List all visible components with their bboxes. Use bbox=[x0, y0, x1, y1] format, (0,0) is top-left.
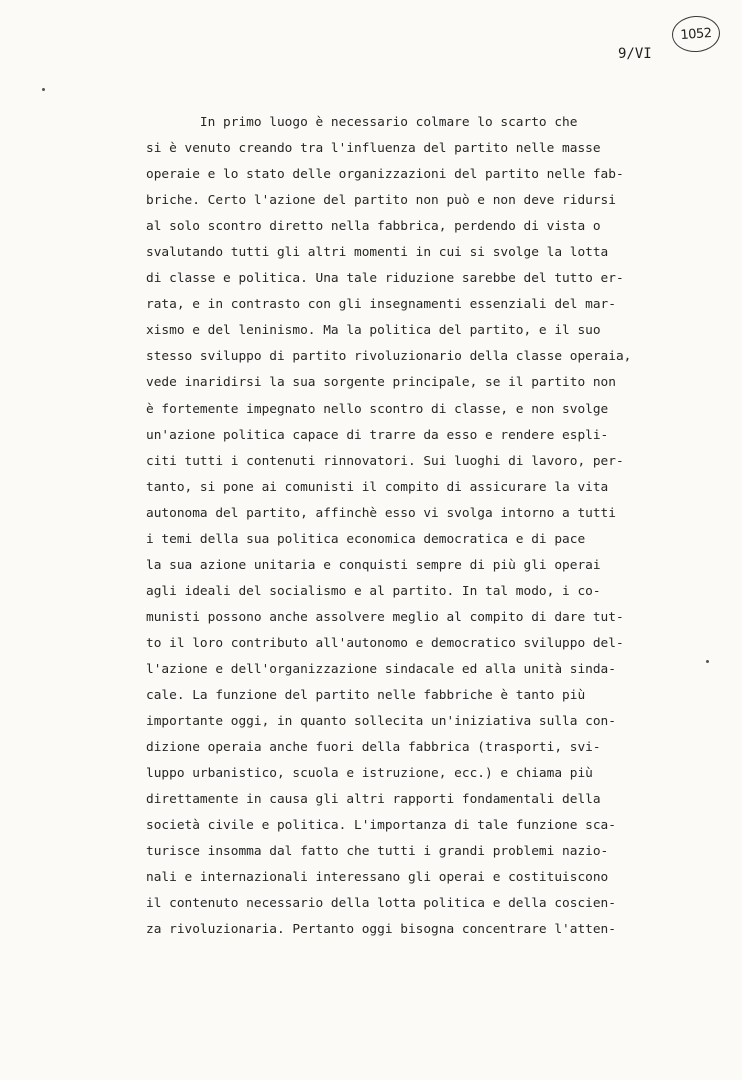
text-line: vede inaridirsi la sua sorgente principale, se il partito non bbox=[146, 375, 616, 391]
text-line: cale. La funzione del partito nelle fabbriche è tanto più bbox=[146, 688, 586, 704]
text-line: agli ideali del socialismo e al partito. In tal modo, i co- bbox=[146, 583, 601, 599]
text-line: svalutando tutti gli altri momenti in cui si svolge la lotta bbox=[146, 245, 609, 261]
text-line: za rivoluzionaria. Pertanto oggi bisogna concentrare l'atten- bbox=[146, 922, 616, 938]
text-line: citi tutti i contenuti rinnovatori. Sui luoghi di lavoro, per- bbox=[146, 453, 624, 469]
text-line: l'azione e dell'organizzazione sindacale ed alla unità sinda- bbox=[146, 661, 616, 677]
text-line: di classe e politica. Una tale riduzione sarebbe del tutto er- bbox=[146, 271, 624, 287]
text-line: la sua azione unitaria e conquisti sempre di più gli operai bbox=[146, 557, 601, 573]
text-line: importante oggi, in quanto sollecita un'iniziativa sulla con- bbox=[146, 714, 616, 730]
text-line: nali e internazionali interessano gli operai e costituiscono bbox=[146, 870, 609, 886]
text-line: è fortemente impegnato nello scontro di classe, e non svolge bbox=[146, 401, 609, 417]
text-line: luppo urbanistico, scuola e istruzione, ecc.) e chiama più bbox=[146, 766, 593, 782]
paper-speck bbox=[42, 88, 45, 91]
text-line: to il loro contributo all'autonomo e democratico sviluppo del- bbox=[146, 635, 624, 651]
text-line: tanto, si pone ai comunisti il compito di assicurare la vita bbox=[146, 479, 609, 495]
page-number: 9/VI bbox=[618, 46, 652, 62]
text-line: autonoma del partito, affinchè esso vi svolga intorno a tutti bbox=[146, 505, 616, 521]
text-line: rata, e in contrasto con gli insegnamenti essenziali del mar- bbox=[146, 297, 616, 313]
text-line: briche. Certo l'azione del partito non può e non deve ridursi bbox=[146, 193, 616, 209]
text-line: dizione operaia anche fuori della fabbrica (trasporti, svi- bbox=[146, 740, 601, 756]
text-line: stesso sviluppo di partito rivoluzionario della classe operaia, bbox=[146, 349, 632, 365]
text-line: società civile e politica. L'importanza di tale funzione sca- bbox=[146, 818, 616, 834]
text-line: un'azione politica capace di trarre da esso e rendere espli- bbox=[146, 427, 609, 443]
text-line: munisti possono anche assolvere meglio al compito di dare tut- bbox=[146, 609, 624, 625]
text-line: turisce insomma dal fatto che tutti i grandi problemi nazio- bbox=[146, 844, 609, 860]
text-line: al solo scontro diretto nella fabbrica, perdendo di vista o bbox=[146, 219, 601, 235]
archive-stamp: 1052 bbox=[671, 14, 721, 53]
text-line: i temi della sua politica economica democratica e di pace bbox=[146, 531, 586, 547]
text-line: operaie e lo stato delle organizzazioni del partito nelle fab- bbox=[146, 167, 624, 183]
body-text bbox=[146, 110, 706, 944]
paper-speck bbox=[706, 660, 709, 663]
text-line: direttamente in causa gli altri rapporti fondamentali della bbox=[146, 792, 601, 808]
text-line: il contenuto necessario della lotta politica e della coscien- bbox=[146, 896, 616, 912]
text-line: xismo e del leninismo. Ma la politica del partito, e il suo bbox=[146, 323, 601, 339]
text-line: In primo luogo è necessario colmare lo scarto che bbox=[146, 115, 578, 130]
text-line: si è venuto creando tra l'influenza del partito nelle masse bbox=[146, 141, 601, 157]
